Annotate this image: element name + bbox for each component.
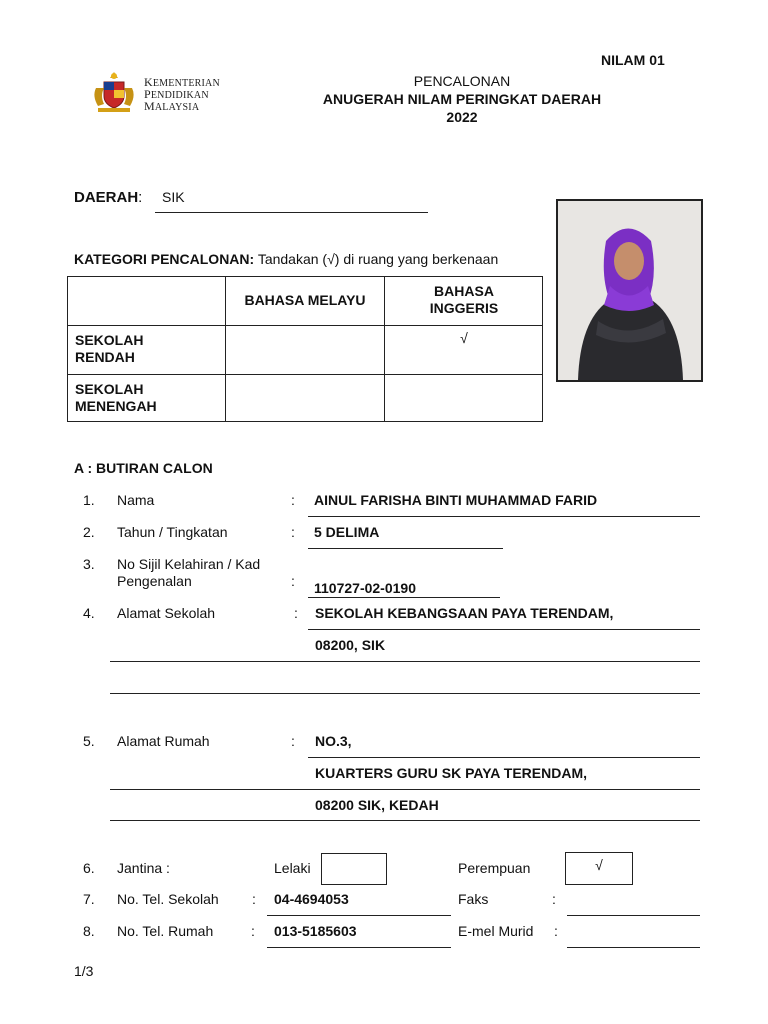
checkbox-rendah-bm[interactable] bbox=[226, 326, 384, 374]
field-8-number: 8. bbox=[83, 923, 95, 939]
field-6-number: 6. bbox=[83, 860, 95, 876]
alamat-sekolah-underline-2 bbox=[110, 661, 700, 662]
document-title bbox=[262, 73, 662, 126]
field-1-label: Nama bbox=[117, 492, 155, 508]
checkbox-rendah-bi[interactable]: √ bbox=[460, 330, 468, 346]
field-5-colon: : bbox=[291, 733, 295, 749]
checkbox-menengah-bi[interactable] bbox=[385, 375, 543, 421]
field-7-colon: : bbox=[252, 891, 256, 907]
header-bahasa-melayu: BAHASA MELAYU bbox=[244, 292, 366, 308]
field-alamat-rumah-line3[interactable]: 08200 SIK, KEDAH bbox=[315, 797, 439, 813]
header-bahasa-inggeris: BAHASA INGGERIS bbox=[429, 283, 499, 316]
coat-of-arms-icon bbox=[88, 70, 140, 114]
daerah-label: DAERAH bbox=[74, 189, 139, 206]
daerah-label-group bbox=[74, 189, 142, 207]
kategori-row bbox=[74, 251, 498, 268]
field-4-label: Alamat Sekolah bbox=[117, 605, 216, 621]
email-colon: : bbox=[554, 923, 558, 939]
title-line-1: PENCALONAN bbox=[413, 73, 511, 89]
field-tingkatan-underline bbox=[308, 548, 503, 549]
title-line-2: ANUGERAH NILAM PERINGKAT DAERAH bbox=[322, 91, 602, 107]
row-sekolah-menengah: SEKOLAH MENENGAH bbox=[75, 381, 157, 414]
field-tel-sekolah-value[interactable]: 04-4694053 bbox=[274, 891, 349, 907]
field-2-label: Tahun / Tingkatan bbox=[117, 524, 228, 540]
field-5-label: Alamat Rumah bbox=[117, 733, 210, 749]
field-ic-value[interactable]: 110727-02-0190 bbox=[314, 580, 416, 596]
title-line-3: 2022 bbox=[446, 109, 478, 125]
field-alamat-rumah-line2[interactable]: KUARTERS GURU SK PAYA TERENDAM, bbox=[315, 765, 587, 781]
kategori-instruction: Tandakan (√) di ruang yang berkenaan bbox=[257, 251, 499, 267]
field-3-label: No Sijil Kelahiran / Kad Pengenalan bbox=[117, 556, 261, 589]
field-4-number: 4. bbox=[83, 605, 95, 621]
field-alamat-rumah-line1[interactable]: NO.3, bbox=[315, 733, 352, 749]
gender-female-label: Perempuan bbox=[458, 860, 531, 876]
kategori-table bbox=[67, 276, 543, 422]
candidate-photo bbox=[556, 199, 703, 382]
field-1-colon: : bbox=[291, 492, 295, 508]
faks-label: Faks bbox=[458, 891, 489, 907]
field-8-label: No. Tel. Rumah bbox=[117, 923, 214, 939]
field-6-label: Jantina : bbox=[117, 860, 170, 876]
field-faks-input[interactable] bbox=[567, 915, 700, 916]
kategori-label: KATEGORI PENCALONAN: bbox=[74, 251, 255, 267]
faks-colon: : bbox=[552, 891, 556, 907]
alamat-rumah-underline-1 bbox=[308, 757, 700, 758]
field-nama-underline bbox=[308, 516, 700, 517]
gender-male-label: Lelaki bbox=[274, 860, 311, 876]
checkbox-menengah-bm[interactable] bbox=[226, 375, 384, 421]
alamat-sekolah-underline-3 bbox=[110, 693, 700, 694]
ministry-logo bbox=[88, 70, 218, 116]
field-ic-underline bbox=[308, 597, 500, 598]
gender-male-checkbox[interactable] bbox=[321, 853, 387, 885]
field-nama-value[interactable]: AINUL FARISHA BINTI MUHAMMAD FARID bbox=[314, 492, 598, 508]
logo-text: KEMENTERIAN PENDIDIKAN MALAYSIA bbox=[144, 75, 220, 113]
field-3-number: 3. bbox=[83, 556, 95, 572]
section-a-heading: A : BUTIRAN CALON bbox=[74, 460, 213, 476]
field-alamat-sekolah-line1[interactable]: SEKOLAH KEBANGSAAN PAYA TERENDAM, bbox=[315, 605, 614, 621]
row-sekolah-rendah: SEKOLAH RENDAH bbox=[75, 332, 144, 365]
daerah-value: SIK bbox=[162, 189, 185, 205]
field-3-colon: : bbox=[291, 573, 295, 589]
daerah-underline bbox=[155, 212, 428, 213]
alamat-sekolah-underline-1 bbox=[308, 629, 700, 630]
field-7-number: 7. bbox=[83, 891, 95, 907]
candidate-portrait-image bbox=[558, 201, 701, 380]
field-5-number: 5. bbox=[83, 733, 95, 749]
alamat-rumah-underline-2 bbox=[110, 789, 700, 790]
page-number: 1/3 bbox=[74, 963, 94, 979]
field-7-label: No. Tel. Sekolah bbox=[117, 891, 219, 907]
email-label: E-mel Murid bbox=[458, 923, 534, 939]
field-tel-rumah-value[interactable]: 013-5185603 bbox=[274, 923, 357, 939]
field-tingkatan-value[interactable]: 5 DELIMA bbox=[314, 524, 380, 540]
field-2-number: 2. bbox=[83, 524, 95, 540]
tel-sekolah-underline bbox=[267, 915, 451, 916]
field-alamat-sekolah-line2[interactable]: 08200, SIK bbox=[315, 637, 386, 653]
tel-rumah-underline bbox=[267, 947, 451, 948]
gender-female-checkbox[interactable]: √ bbox=[565, 852, 633, 885]
form-code: NILAM 01 bbox=[601, 52, 665, 68]
alamat-rumah-underline-3 bbox=[110, 820, 700, 821]
field-2-colon: : bbox=[291, 524, 295, 540]
field-email-input[interactable] bbox=[567, 947, 700, 948]
field-8-colon: : bbox=[251, 923, 255, 939]
field-1-number: 1. bbox=[83, 492, 95, 508]
daerah-colon: : bbox=[138, 189, 143, 206]
field-4-colon: : bbox=[294, 605, 298, 621]
